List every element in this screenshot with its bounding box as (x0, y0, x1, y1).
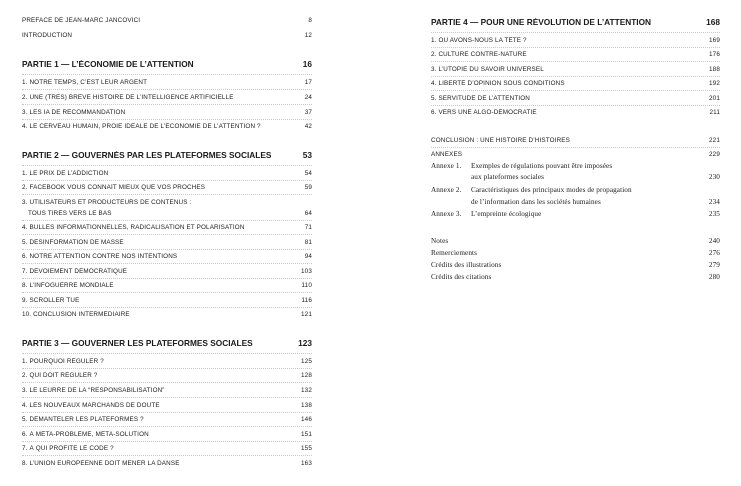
toc-entry (22, 224, 312, 232)
toc-label: 3. L’UTOPIE DU SAVOIR UNIVERSEL (431, 66, 544, 73)
toc-page: 110 (301, 282, 312, 289)
annex-entry (431, 186, 720, 194)
dotted-rule (22, 220, 312, 221)
dotted-rule (22, 382, 312, 383)
toc-label: 4. BULLES INFORMATIONNELLES, RADICALISATION ET POLARISATION (22, 224, 245, 231)
toc-page: 24 (304, 94, 312, 101)
toc-page: 132 (301, 387, 312, 394)
toc-entry (431, 80, 720, 88)
toc-label: 1. POURQUOI RÉGULER ? (22, 358, 104, 365)
annex-entry-continuation (431, 173, 720, 181)
toc-page: 138 (301, 402, 312, 409)
toc-label: 8. L’UNION EUROPÉENNE DOIT MENER LA DANSE (22, 460, 180, 467)
toc-page: 229 (709, 151, 720, 158)
toc-page: 151 (301, 431, 312, 438)
dotted-rule (22, 412, 312, 413)
toc-label: 2. UNE (TRÈS) BRÈVE HISTOIRE DE L’INTELLIGENCE ARTIFICIELLE (22, 94, 234, 101)
part-2-heading (22, 151, 312, 159)
toc-entry (22, 268, 312, 276)
toc-label: 5. DÉSINFORMATION DE MASSE (22, 239, 124, 246)
toc-label: PRÉFACE DE JEAN-MARC JANCOVICI (22, 17, 141, 24)
toc-page: 234 (708, 198, 720, 206)
toc-page: 192 (709, 80, 720, 87)
toc-label: 7. DÉVOIEMENT DÉMOCRATIQUE (22, 268, 128, 275)
toc-entry-continuation (22, 210, 312, 218)
dotted-rule (431, 147, 720, 148)
dotted-rule (22, 278, 312, 279)
toc-label: ANNEXES (431, 151, 463, 158)
toc-entry (431, 37, 720, 45)
toc-entry (22, 311, 312, 319)
toc-entry-annexes (431, 151, 720, 159)
toc-entry-conclusion (431, 137, 720, 145)
dotted-rule (22, 119, 312, 120)
toc-page: 176 (709, 51, 720, 58)
toc-page: 125 (301, 358, 312, 365)
part-page: 16 (302, 59, 312, 69)
back-matter-entry (431, 249, 720, 257)
dotted-rule (22, 397, 312, 398)
dotted-rule (22, 353, 312, 354)
part-page: 168 (706, 17, 720, 27)
toc-label: 6. NOTRE ATTENTION CONTRE NOS INTENTIONS (22, 253, 178, 260)
annex-title: Caractéristiques des principaux modes de propagation (471, 186, 632, 194)
back-matter-entry (431, 273, 720, 281)
toc-entry (22, 94, 312, 102)
dotted-rule (431, 90, 720, 91)
toc-entry (22, 239, 312, 247)
toc-entry (22, 431, 312, 439)
toc-entry (22, 109, 312, 117)
toc-label: 2. CULTURE CONTRE-NATURE (431, 51, 527, 58)
toc-page: 121 (301, 311, 312, 318)
toc-page: 235 (708, 210, 720, 218)
toc-label: 8. L’INFOGUERRE MONDIALE (22, 282, 114, 289)
part-4-heading (431, 18, 720, 26)
annex-prefix: Annexe 2. (431, 186, 462, 194)
toc-entry (431, 51, 720, 59)
toc-entry (22, 253, 312, 261)
part-title: PARTIE 1 — L’ÉCONOMIE DE L’ATTENTION (22, 60, 194, 68)
toc-page: 17 (304, 79, 312, 86)
toc-entry (22, 123, 312, 131)
dotted-rule (22, 89, 312, 90)
part-page: 123 (298, 338, 312, 348)
dotted-rule (22, 426, 312, 427)
dotted-rule (22, 180, 312, 181)
back-matter-entry (431, 237, 720, 245)
toc-page: 37 (304, 109, 312, 116)
dotted-rule (22, 194, 312, 195)
dotted-rule (431, 47, 720, 48)
dotted-rule (22, 165, 312, 166)
part-title: PARTIE 2 — GOUVERNÉS PAR LES PLATEFORMES SOCIALES (22, 151, 272, 159)
toc-page: 276 (708, 249, 720, 257)
toc-page: 279 (708, 261, 720, 269)
toc-label: Notes (431, 237, 449, 245)
toc-page: 280 (708, 273, 720, 281)
toc-label: 3. LE LEURRE DE LA “RESPONSABILISATION” (22, 387, 165, 394)
toc-page: 240 (708, 237, 720, 245)
dotted-rule (22, 368, 312, 369)
toc-entry (22, 416, 312, 424)
toc-page: 81 (304, 239, 312, 246)
toc-entry (22, 282, 312, 290)
dotted-rule (22, 441, 312, 442)
toc-label: 1. LE PRIX DE L’ADDICTION (22, 170, 109, 177)
annex-title: L’empreinte écologique (471, 210, 542, 218)
toc-label: 4. LES NOUVEAUX MARCHANDS DE DOUTE (22, 402, 160, 409)
dotted-rule (22, 263, 312, 264)
back-matter-entry (431, 261, 720, 269)
toc-entry-preface (22, 17, 312, 25)
toc-page: 201 (709, 95, 720, 102)
toc-label: Crédits des illustrations (431, 261, 502, 269)
dotted-rule (22, 249, 312, 250)
toc-entry (22, 358, 312, 366)
toc-label: 6. À MÉTA-PROBLÈME, MÉTA-SOLUTION (22, 431, 149, 438)
dotted-rule (22, 74, 312, 75)
toc-label: 4. LIBERTÉ D’OPINION SOUS CONDITIONS (431, 80, 565, 87)
toc-label: 4. LE CERVEAU HUMAIN, PROIE IDÉALE DE L’ÉCONOMIE DE L’ATTENTION ? (22, 123, 261, 130)
toc-page: 42 (304, 123, 312, 130)
toc-label: 2. FACEBOOK VOUS CONNAÎT MIEUX QUE VOS PROCHES (22, 184, 206, 191)
annex-prefix: Annexe 3. (431, 210, 462, 218)
dotted-rule (431, 76, 720, 77)
toc-label: 5. DÉMANTELER LES PLATEFORMES ? (22, 416, 144, 423)
toc-page: 94 (304, 253, 312, 260)
toc-label: 7. À QUI PROFITE LE CODE ? (22, 445, 114, 452)
toc-entry (22, 387, 312, 395)
toc-entry (22, 372, 312, 380)
toc-entry (22, 184, 312, 192)
toc-entry (431, 66, 720, 74)
toc-entry (22, 297, 312, 305)
toc-page: 116 (301, 297, 312, 304)
toc-label: 1. OÙ AVONS-NOUS LA TÊTE ? (431, 37, 527, 44)
toc-entry (22, 79, 312, 87)
toc-label: Remerciements (431, 249, 478, 257)
annex-title: de l’information dans les sociétés humaines (471, 198, 601, 206)
toc-entry-intro (22, 32, 312, 40)
toc-page: 211 (709, 109, 720, 116)
annex-entry (431, 210, 720, 218)
toc-label: 5. SERVITUDE DE L’ATTENTION (431, 95, 530, 102)
dotted-rule (431, 61, 720, 62)
toc-entry (431, 95, 720, 103)
toc-page: 103 (301, 268, 312, 275)
annex-title: aux plateformes sociales (471, 173, 545, 181)
toc-entry (22, 445, 312, 453)
dotted-rule (431, 32, 720, 33)
toc-page: 163 (301, 460, 312, 467)
dotted-rule (22, 455, 312, 456)
toc-page: 146 (301, 416, 312, 423)
toc-page: 169 (709, 37, 720, 44)
toc-entry (22, 402, 312, 410)
toc-label: 6. VERS UNE ALGO-DÉMOCRATIE (431, 109, 537, 116)
toc-page: 128 (301, 372, 312, 379)
toc-entry (22, 170, 312, 178)
toc-page: 59 (304, 184, 312, 191)
part-title: PARTIE 3 — GOUVERNER LES PLATEFORMES SOCIALES (22, 339, 253, 347)
toc-page: 64 (304, 210, 312, 217)
annex-title: Exemples de régulations pouvant être imposées (471, 162, 613, 170)
toc-page: 71 (304, 224, 312, 231)
toc-label: CONCLUSION : UNE HISTOIRE D’HISTOIRES (431, 137, 570, 144)
toc-page: 155 (301, 445, 312, 452)
dotted-rule (22, 104, 312, 105)
toc-page: 230 (708, 173, 720, 181)
toc-label: Crédits des citations (431, 273, 492, 281)
toc-page: 188 (709, 66, 720, 73)
dotted-rule (22, 292, 312, 293)
dotted-rule (431, 105, 720, 106)
toc-label: 3. UTILISATEURS ET PRODUCTEURS DE CONTENUS : (22, 199, 192, 206)
toc-label: 2. QUI DOIT RÉGULER ? (22, 372, 98, 379)
part-1-heading (22, 60, 312, 68)
part-3-heading (22, 339, 312, 347)
toc-label: TOUS TIRÉS VERS LE BAS (28, 210, 112, 217)
dotted-rule (22, 234, 312, 235)
toc-entry (22, 199, 312, 207)
toc-page: 12 (304, 32, 312, 39)
toc-entry (22, 460, 312, 468)
toc-label: 1. NOTRE TEMPS, C’EST LEUR ARGENT (22, 79, 148, 86)
toc-entry (431, 109, 720, 117)
toc-label: INTRODUCTION (22, 32, 73, 39)
annex-entry (431, 162, 720, 170)
part-title: PARTIE 4 — POUR UNE RÉVOLUTION DE L’ATTENTION (431, 18, 652, 26)
annex-prefix: Annexe 1. (431, 162, 462, 170)
part-page: 53 (302, 150, 312, 160)
toc-page: 54 (304, 170, 312, 177)
toc-label: 9. SCROLLER TUE (22, 297, 80, 304)
toc-label: 10. CONCLUSION INTERMÉDIAIRE (22, 311, 130, 318)
toc-page: 221 (709, 137, 720, 144)
dotted-rule (22, 307, 312, 308)
toc-page: 8 (308, 17, 312, 24)
toc-label: 3. LES IA DE RECOMMANDATION (22, 109, 126, 116)
annex-entry-continuation (431, 198, 720, 206)
